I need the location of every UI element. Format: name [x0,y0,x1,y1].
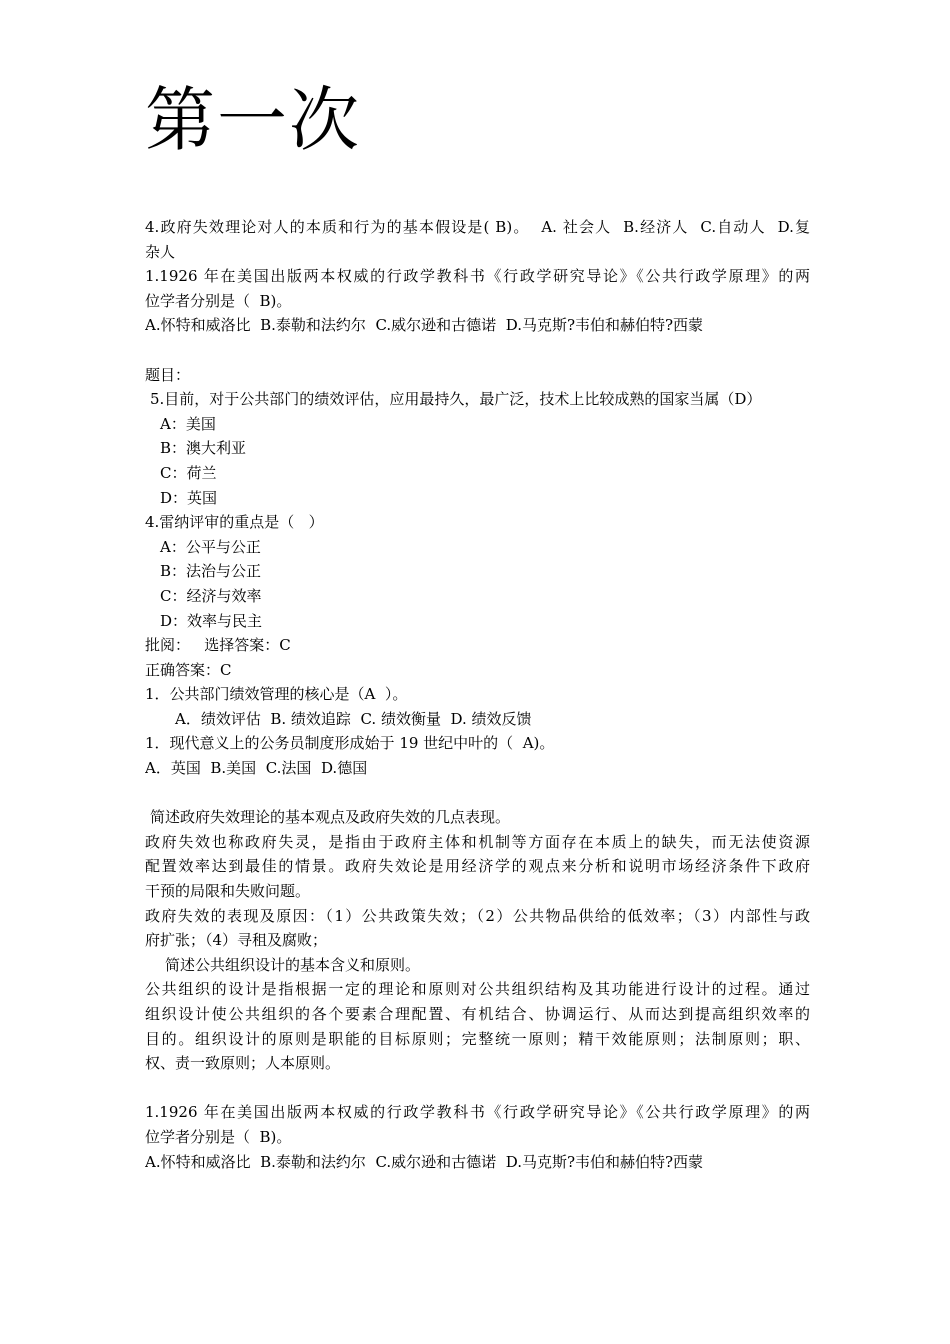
question-line: 5.目前，对于公共部门的绩效评估，应用最持久，最广泛，技术上比较成熟的国家当属（D） [150,390,762,409]
answer-options: A.怀特和威洛比 B.泰勒和法约尔 C.威尔逊和古德诺 D.马克斯?韦伯和赫伯特?西蒙 [145,1152,704,1171]
essay-answer-line: 公共组织的设计是指根据一定的理论和原则对公共组织结构及其功能进行设计的过程。通过 [145,980,810,999]
review-line: 批阅： 选择答案：C [145,636,291,655]
question-line: 1.1926 年在美国出版两本权威的行政学教科书《行政学研究导论》《公共行政学原理》的两 [145,1103,810,1122]
page-title: 第一次 [145,79,361,161]
question-line: 1．现代意义上的公务员制度形成始于 19 世纪中叶的（ A)。 [145,734,555,753]
answer-options: A.怀特和威洛比 B.泰勒和法约尔 C.威尔逊和古德诺 D.马克斯?韦伯和赫伯特?西蒙 [145,316,704,335]
correct-answer-line: 正确答案：C [145,660,232,679]
answer-option: D：效率与民主 [160,611,263,630]
essay-answer-line: 配置效率达到最佳的情景。政府失效论是用经济学的观点来分析和说明市场经济条件下政府 [145,857,810,876]
essay-question: 简述公共组织设计的基本含义和原则。 [165,955,421,974]
essay-question: 简述政府失效理论的基本观点及政府失效的几点表现。 [150,808,511,827]
question-line: 4.政府失效理论对人的本质和行为的基本假设是( B)。 A. 社会人 B.经济人 C.自动人 D.复 [145,218,810,236]
essay-answer-line: 府扩张；（4）寻租及腐败； [145,931,328,950]
answer-option: A：公平与公正 [160,537,261,556]
essay-answer-line: 组织设计使公共组织的各个要素合理配置、有机结合、协调运行、从而达到提高组织效率的 [145,1005,810,1023]
essay-answer-line: 政府失效也称政府失灵，是指由于政府主体和机制等方面存在本质上的缺失，而无法使资源 [145,832,810,851]
blank-line [145,781,810,806]
blank-line [145,1076,810,1101]
question-line: 位学者分别是（ B)。 [145,1127,292,1146]
question-line: 1．公共部门绩效管理的核心是（A ）。 [145,685,408,704]
answer-option: D：英国 [160,488,218,507]
question-line: 1.1926 年在美国出版两本权威的行政学教科书《行政学研究导论》《公共行政学原理》的两 [145,267,810,286]
document-body [145,215,810,1174]
answer-option: B：法治与公正 [160,562,262,581]
blank-line [145,338,810,363]
section-label: 题目： [145,365,191,384]
answer-option: B：澳大利亚 [160,439,247,458]
answer-options: A．绩效评估 B. 绩效追踪 C. 绩效衡量 D. 绩效反馈 [175,709,532,728]
answer-option: C：经济与效率 [160,586,262,605]
essay-answer-line: 干预的局限和失败问题。 [145,882,311,901]
essay-answer-line: 权、责一致原则；人本原则。 [145,1054,341,1073]
question-line: 杂人 [145,242,176,261]
answer-option: C：荷兰 [160,463,217,482]
essay-answer-line: 目的。组织设计的原则是职能的目标原则；完整统一原则；精干效能原则；法制原则；职、 [145,1029,810,1048]
question-line: 位学者分别是（ B)。 [145,291,292,310]
essay-answer-line: 政府失效的表现及原因：（1）公共政策失效；（2）公共物品供给的低效率；（3）内部性与政 [145,906,810,925]
answer-option: A：美国 [160,414,216,433]
answer-options: A．英国 B.美国 C.法国 D.德国 [145,759,368,778]
question-line: 4.雷纳评审的重点是（ ） [145,513,324,532]
